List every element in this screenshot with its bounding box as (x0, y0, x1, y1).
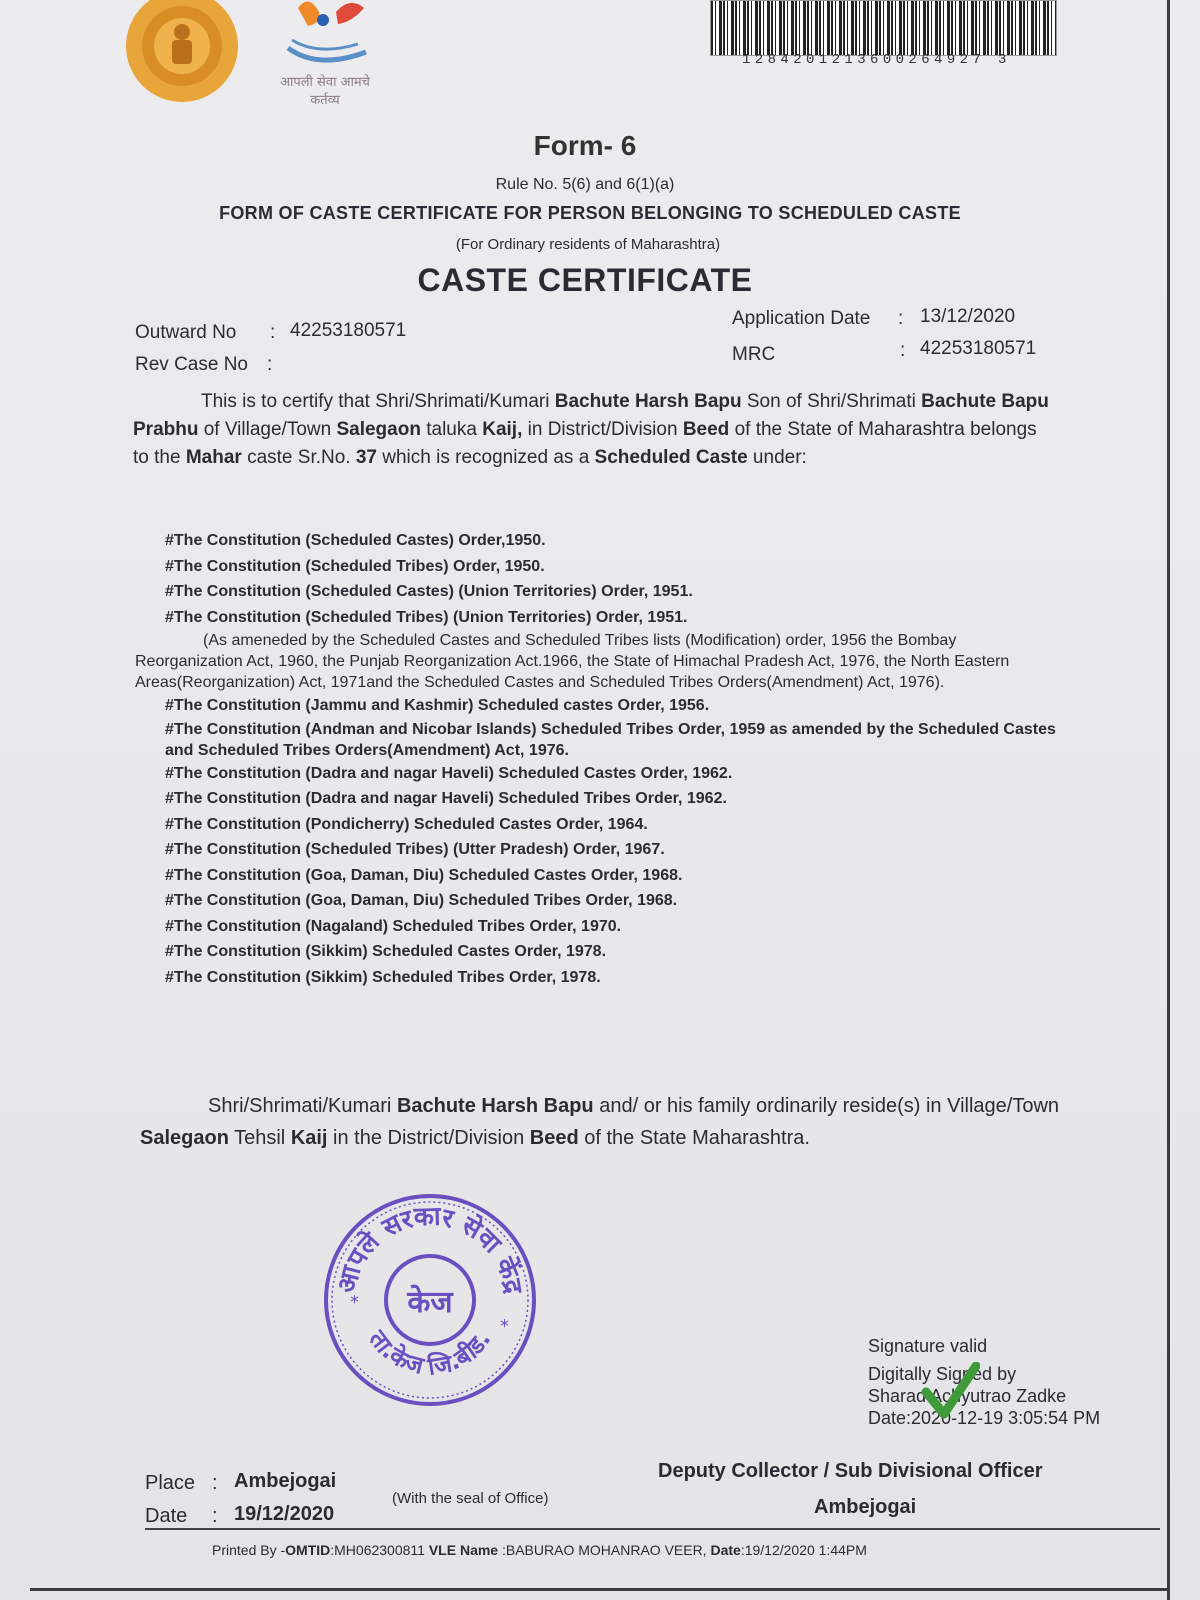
application-date-value: 13/12/2020 (920, 306, 1016, 327)
colon: : (898, 308, 904, 329)
residence-text: in the District/Division (327, 1127, 530, 1149)
order-item: #The Constitution (Dadra and nagar Haveli) Scheduled Castes Order, 1962. (165, 764, 733, 782)
digital-signature (868, 1335, 1100, 1429)
order-item: #The Constitution (Goa, Daman, Diu) Scheduled Castes Order, 1968. (165, 866, 683, 884)
svg-text:*: * (350, 1292, 359, 1313)
district: Beed (682, 419, 730, 440)
logo-tagline: आपली सेवा आमचे कर्तव्य (280, 75, 370, 108)
officer-place: Ambejogai (814, 1496, 917, 1518)
vle-value: :BABURAO MOHANRAO VEER, (498, 1542, 711, 1558)
print-date-label: Date (710, 1542, 741, 1558)
certify-text: under: (747, 447, 807, 468)
outward-value: 42253180571 (290, 320, 407, 341)
checkmark-icon (920, 1362, 980, 1422)
order-item: #The Constitution (Goa, Daman, Diu) Scheduled Tribes Order, 1968. (165, 892, 678, 909)
order-item: #The Constitution (Scheduled Castes) Order,1950. (165, 532, 546, 549)
order-item: #The Constitution (Sikkim) Scheduled Tribes Order, 1978. (165, 968, 601, 986)
svg-text:आपले सरकार सेवा केंद्र (332, 1202, 528, 1297)
order-item: #The Constitution (Andman and Nicobar Islands) Scheduled Tribes Order, 1959 as amended by the Scheduled Castes and Scheduled Tribes Orders(Amendment) Act, 1976. (165, 720, 1056, 759)
order-item: #The Constitution (Dadra and nagar Haveli) Scheduled Tribes Order, 1962. (165, 790, 727, 807)
barcode-number: 1284201213600264927 3 (742, 52, 1011, 68)
certify-text: which is recognized as a (376, 447, 595, 468)
colon: : (270, 322, 276, 343)
place-label: Place (145, 1472, 196, 1494)
mrc-label: MRC (732, 344, 776, 365)
certificate-title: CASTE CERTIFICATE (417, 262, 753, 298)
rev-case-label: Rev Case No (135, 354, 248, 375)
rule-number: Rule No. 5(6) and 6(1)(a) (495, 176, 675, 193)
residence-text: of the State Maharashtra. (578, 1127, 810, 1149)
barcode (710, 0, 1057, 56)
orders-list (135, 528, 1065, 990)
caste: Mahar (185, 447, 242, 468)
form-subheading: (For Ordinary residents of Maharashtra) (455, 236, 721, 253)
vle-label: VLE Name (428, 1542, 499, 1558)
maharashtra-emblem-icon (122, 0, 242, 108)
taluka: Kaij, (482, 419, 523, 440)
signature-valid-text: Signature valid (868, 1336, 988, 1356)
page-border (30, 1588, 1170, 1591)
form-heading: FORM OF CASTE CERTIFICATE FOR PERSON BELONGING TO SCHEDULED CASTE (219, 203, 961, 223)
certify-text: caste Sr.No. (241, 447, 356, 468)
printed-by-label: Printed By - (212, 1542, 286, 1558)
order-item: #The Constitution (Nagaland) Scheduled Tribes Order, 1970. (165, 917, 622, 935)
omtid-label: OMTID (285, 1542, 331, 1558)
village: Salegaon (140, 1127, 229, 1149)
certify-text: Son of Shri/Shrimati (741, 391, 922, 412)
place-value: Ambejogai (234, 1470, 337, 1492)
district: Beed (529, 1127, 579, 1149)
father-name: Bachute Bapu Prabhu (133, 391, 1049, 440)
mrc-value: 42253180571 (920, 338, 1037, 359)
seal-center-text: केज (407, 1285, 453, 1320)
certify-text: This is to certify that Shri/Shrimati/Kumari (201, 391, 555, 412)
svg-text:ता.केज जि.बीड. (363, 1324, 496, 1381)
colon: : (900, 340, 906, 361)
amendment-note: (As ameneded by the Scheduled Castes and Scheduled Tribes lists (Modification) order, 1956 the Bombay Reorganization Act, 1960, the Punjab Reorganization Act.1966, the State of Himachal Pradesh Act, 1976, the North Eastern Areas(Reorganization) Act, 1971and the Scheduled Castes and Scheduled Tribes Orders(Amendment) Act, 1976). (135, 632, 1010, 691)
certify-text: of Village/Town (198, 419, 337, 440)
svg-text:*: * (500, 1316, 509, 1337)
outward-label: Outward No (135, 322, 237, 343)
order-item: #The Constitution (Scheduled Castes) (Union Territories) Order, 1951. (165, 583, 693, 600)
residence-text: Tehsil (228, 1127, 291, 1149)
application-date-label: Application Date (732, 308, 871, 329)
signer-name: Sharad Achyutrao Zadke (868, 1386, 1067, 1406)
order-item: #The Constitution (Sikkim) Scheduled Castes Order, 1978. (165, 943, 607, 960)
order-item: #The Constitution (Jammu and Kashmir) Scheduled castes Order, 1956. (165, 697, 710, 714)
signature-line: Digitally Signed by (868, 1364, 1017, 1384)
signature-date: Date:2020-12-19 3:05:54 PM (868, 1408, 1101, 1428)
officer-designation: Deputy Collector / Sub Divisional Officer (658, 1460, 1043, 1482)
applicant-name: Bachute Harsh Bapu (554, 391, 742, 412)
footer-divider (145, 1528, 1160, 1530)
certify-text: taluka (420, 419, 483, 440)
print-date-value: :19/12/2020 1:44PM (740, 1542, 867, 1558)
residence-paragraph (140, 1090, 1080, 1154)
date-value: 19/12/2020 (234, 1503, 335, 1525)
certification-paragraph (133, 388, 1053, 472)
seal-note: (With the seal of Office) (392, 1490, 549, 1507)
colon: : (267, 354, 273, 375)
certify-text: of the State of Maharashtra belongs to the (133, 419, 1037, 468)
omtid-value: :MH062300811 (330, 1542, 429, 1558)
seal-bottom-text: ता.केज जि.बीड. (363, 1325, 497, 1381)
village: Salegaon (336, 419, 421, 440)
residence-text: and/ or his family ordinarily reside(s) in Village/Town (593, 1095, 1060, 1117)
caste-category: Scheduled Caste (594, 447, 748, 468)
printed-by-line (212, 1542, 867, 1558)
tehsil: Kaij (290, 1127, 328, 1149)
resident-name: Bachute Harsh Bapu (396, 1095, 594, 1117)
order-item: #The Constitution (Scheduled Tribes) (Union Territories) Order, 1951. (165, 608, 688, 626)
colon: : (212, 1472, 218, 1494)
certify-text: in District/Division (522, 419, 683, 440)
order-item: #The Constitution (Scheduled Tribes) (Utter Pradesh) Order, 1967. (165, 841, 665, 858)
residence-text: Shri/Shrimati/Kumari (208, 1095, 397, 1117)
date-label: Date (145, 1505, 188, 1527)
order-item: #The Constitution (Pondicherry) Scheduled Castes Order, 1964. (165, 815, 648, 833)
order-item: #The Constitution (Scheduled Tribes) Order, 1950. (165, 557, 545, 575)
office-seal-stamp (320, 1190, 540, 1410)
colon: : (212, 1505, 218, 1527)
form-title: Form- 6 (533, 130, 637, 161)
seal-outer-text: आपले सरकार सेवा केंद्र (331, 1201, 528, 1297)
serial-number: 37 (355, 447, 377, 468)
